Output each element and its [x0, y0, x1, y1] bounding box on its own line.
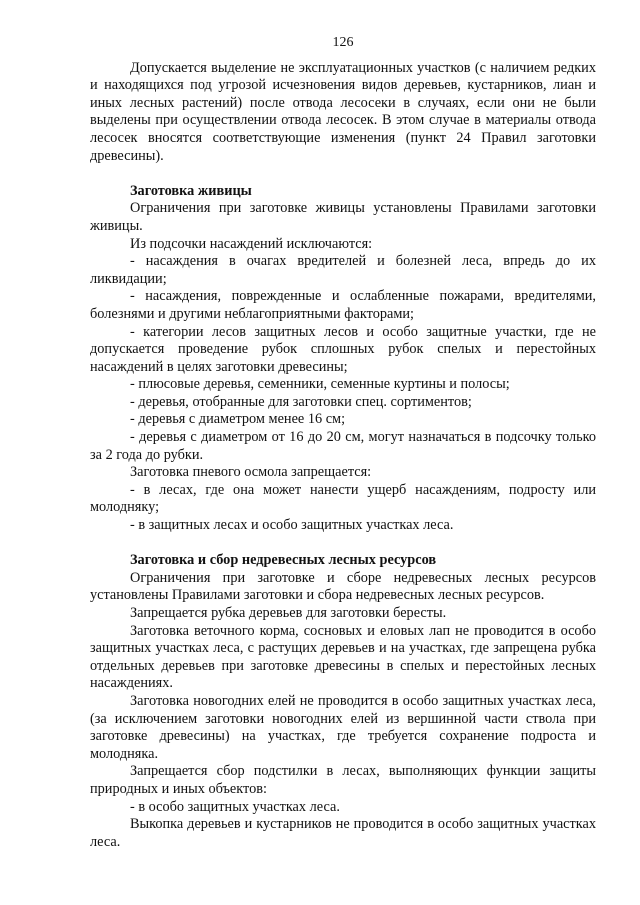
list-item: - в защитных лесах и особо защитных участках леса.	[130, 517, 454, 534]
page-number: 126	[332, 35, 354, 50]
paragraph-intro: Допускается выделение не эксплуатационных участков (с наличием редких и находящихся под угрозой исчезновения видов деревьев, кустарников, лиан и иных лесных растений) после отвода лесосеки в случаях, если они не были выделены при осуществлении отвода лесосек. В этом случае в материалы отвода лесосек вносятся соответствующие изменения (пункт 24 Правил заготовки древесины).	[90, 59, 596, 164]
paragraph: Ограничения при заготовке живицы установлены Правилами заготовки живицы.	[90, 200, 596, 234]
paragraph: Из подсочки насаждений исключаются:	[130, 235, 373, 252]
paragraph: Ограничения при заготовке и сборе недревесных лесных ресурсов установлены Правилами заготовки и сбора недревесных лесных ресурсов.	[90, 569, 596, 604]
spacer	[90, 165, 596, 183]
list-item: - плюсовые деревья, семенники, семенные куртины и полосы;	[130, 376, 510, 393]
list-item: - деревья с диаметром менее 16 см;	[130, 411, 346, 428]
paragraph: Заготовка веточного корма, сосновых и еловых лап не проводится в особо защитных участках леса, с растущих деревьев и на участках, где запрещена рубка отдельных деревьев при заготовке древесины в спелых и перестойных лесных насаждениях.	[90, 622, 596, 692]
list-item: - насаждения, поврежденные и ослабленные пожарами, вредителями, болезнями и другими неблагоприятными факторами;	[90, 288, 596, 322]
list-item: - насаждения в очагах вредителей и болезней леса, впредь до их ликвидации;	[90, 253, 596, 287]
list-item: - категории лесов защитных лесов и особо защитные участки, где не допускается проведение рубок сплошных рубок спелых и перестойных насаждений в целях заготовки древесины;	[90, 323, 596, 375]
paragraph: Выкопка деревьев и кустарников не проводится в особо защитных участках леса.	[90, 816, 596, 850]
list-item: - деревья с диаметром от 16 до 20 см, могут назначаться в подсочку только за 2 года до рубки.	[90, 429, 596, 463]
paragraph: Запрещается рубка деревьев для заготовки бересты.	[130, 605, 447, 621]
paragraph: Запрещается сбор подстилки в лесах, выполняющих функции защиты природных и иных объектов:	[90, 763, 596, 797]
list-item: - деревья, отобранные для заготовки спец. сортиментов;	[130, 393, 472, 410]
section-heading-resin: Заготовка живицы	[130, 182, 252, 199]
paragraph: Заготовка новогодних елей не проводится в особо защитных участках леса, (за исключением заготовки новогодних елей из вершинной части ствола при заготовке древесины) на участках, где требуется сохранение подроста и молодняка.	[90, 692, 596, 762]
list-item: - в лесах, где она может нанести ущерб насаждениям, подросту или молодняку;	[90, 481, 596, 516]
section-heading-non-timber: Заготовка и сбор недревесных лесных ресурсов	[130, 552, 437, 569]
paragraph: Заготовка пневого осмола запрещается:	[130, 464, 372, 481]
spacer	[90, 535, 596, 553]
list-item: - в особо защитных участках леса.	[130, 798, 340, 815]
